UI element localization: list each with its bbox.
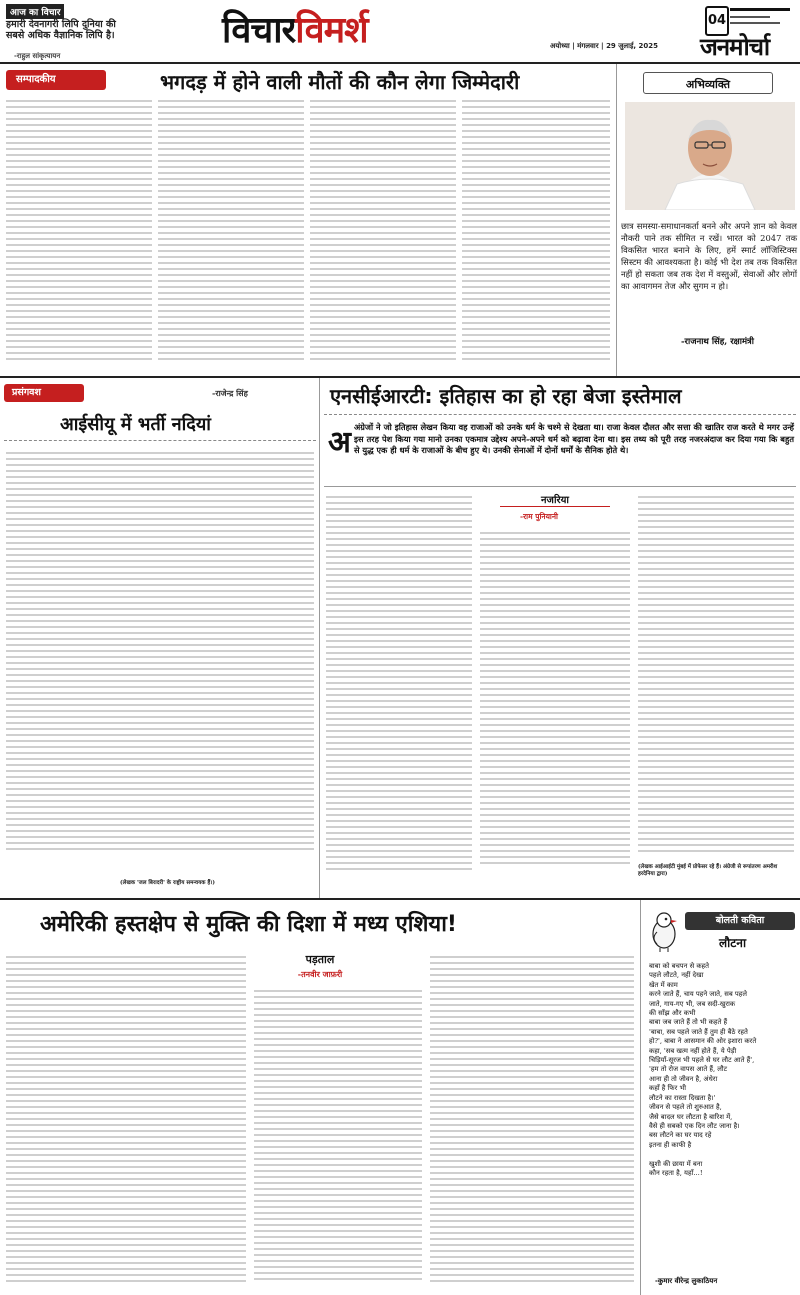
editorial-column-4: [462, 96, 610, 372]
prasangvash-label: प्रसंगवश: [4, 384, 84, 402]
opinion-label: अभिव्यक्ति: [685, 78, 731, 91]
editorial-column-2: [158, 96, 304, 372]
opinion-label-box: [643, 72, 773, 94]
poem-label: बोलती कविता: [685, 912, 795, 930]
page-number: 04: [707, 13, 727, 28]
opinion-quote: छात्र समस्या-समाधानकर्ता बनने और अपने ज्ञान को केवल नौकरी पाने तक सीमित न रखें। भारत को 2047 तक विकसित भारत बनाने के लिए, हमें स्मार्ट लॉजिस्टिक्स सिस्टम की आवश्यकता है। कोई भी देश तब तक विकसित नहीं हो सकता जब तक देश में वस्तुओं, सेवाओं और लोगों का आवागमन तेज और सुगम न हो।: [621, 221, 797, 291]
poem-line: हो?', बाबा ने आसमान की ओर इशारा करते: [649, 1037, 757, 1046]
poem-line: इतना ही काफी है: [649, 1140, 692, 1149]
thought-author: -राहुल सांकृत्यायन: [14, 51, 61, 60]
ncert-section: [320, 378, 800, 898]
poem-line: खेत में काम: [649, 980, 678, 989]
editorial-section: [0, 64, 616, 376]
poem-line: आना ही तो जीवन है, अंधेरा: [649, 1074, 718, 1083]
prasangvash-author: -राजेन्द्र सिंह: [212, 388, 248, 398]
poem-section: [640, 900, 800, 1295]
poem-line: की साँझ और कभी: [649, 1009, 696, 1018]
poem-line: जैसे बादल घर लौटता है बारिश में,: [649, 1112, 733, 1121]
poem-line: कहा, 'सब खत्म नहीं होते हैं, ये पेड़ी: [649, 1046, 737, 1055]
poem-line: चिड़ियाँ-सूरज भी पहले से घर लौट आते हैं',: [649, 1056, 755, 1065]
poem-line: बस लौटने का घर याद रहे: [649, 1131, 712, 1140]
ncert-rule: [324, 414, 796, 415]
poem-line: 'हम तो रोज वापस आते हैं, लौट: [649, 1065, 728, 1074]
poem-line: [649, 1150, 797, 1159]
poem-line: लौटने का रास्ता दिखता है।': [649, 1093, 716, 1102]
masthead: [0, 0, 800, 62]
weekday: मंगलवार: [577, 42, 599, 50]
ncert-drop-cap: अ: [328, 425, 351, 460]
speaker-portrait: [625, 102, 795, 210]
padtal-author: -तनवीर जाफ़री: [297, 969, 343, 979]
padtal-box: [260, 952, 380, 980]
bottom-column-2: [254, 986, 422, 1290]
section-title: [222, 4, 368, 53]
prasangvash-rule: [4, 440, 316, 441]
nazariya-rule: [500, 506, 610, 507]
poem-line: बाबा जब जाते हैं तो भी कहते हैं: [649, 1018, 728, 1027]
poem-body: [649, 962, 797, 1178]
prasangvash-headline: आईसीयू में भर्ती नदियां: [60, 414, 211, 435]
ncert-column-3: [638, 492, 794, 862]
section-title-part2: विमर्श: [295, 10, 368, 51]
prasangvash-byline: (लेखक 'जल बिरादरी' के राष्ट्रीय समन्वयक हैं।): [120, 880, 216, 886]
poem-illustration: [647, 908, 681, 952]
poem-line: वैसे ही सबको एक दिन लौट जाना है।: [649, 1121, 740, 1130]
prasangvash-body: [6, 448, 314, 876]
poem-line: खुशी की छाया में बना: [649, 1159, 703, 1168]
brand-name: जनमोर्चा: [700, 33, 770, 61]
prasangvash-section: [0, 378, 320, 898]
poem-line: कहाँ है फिर भी: [649, 1084, 686, 1093]
bird-icon: [647, 908, 681, 952]
ncert-byline: (लेखक आईआईटी मुंबई में प्रोफेसर रहे हैं। अंग्रेजी से रूपांतरण अमरीश हरदेनिया द्वारा): [638, 864, 778, 877]
poem-line: पहले लौटते, नहीं देखा: [649, 971, 704, 980]
poem-line: बाबा को बचपन से कहते: [649, 962, 710, 970]
poem-line: जाते, गाय-गए भी, जब सदी-खुराक: [649, 999, 736, 1008]
thought-of-day-label: आज का विचार: [6, 4, 64, 19]
ncert-lead: [328, 422, 794, 482]
opinion-author: -राजनाथ सिंह, रक्षामंत्री: [681, 337, 754, 347]
bottom-column-1: [6, 952, 246, 1290]
poem-line: कौन रहता है, यहाँ...!: [649, 1168, 703, 1177]
ncert-lead-rule: [324, 486, 796, 487]
nazariya-label: नजरिया: [540, 495, 570, 506]
ncert-column-2: [480, 528, 630, 872]
poem-author: -कुमार वीरेन्द्र लुकाठियन: [655, 1276, 718, 1285]
poem-title: लौटना: [719, 936, 747, 950]
bottom-column-3: [430, 952, 634, 1290]
brand-logo: [730, 4, 795, 28]
bottom-headline: अमेरिकी हस्तक्षेप से मुक्ति की दिशा में मध्य एशिया!: [40, 912, 457, 937]
bottom-section: [0, 900, 640, 1295]
editorial-column-3: [310, 96, 456, 372]
thought-quote: हमारी देवनागरी लिपि दुनिया की सबसे अधिक वैज्ञानिक लिपि है।: [6, 19, 116, 41]
poem-line: जीवन से पहले तो शुरुआत है,: [649, 1103, 722, 1112]
opinion-box: [616, 64, 800, 376]
ncert-column-1: [326, 492, 472, 872]
ncert-lead-text: अंग्रेजों ने जो इतिहास लेखन किया वह राजाओं को उनके धर्म के चश्मे से देखता था। राजा केवल दौलत और सत्ता की खातिर राज करते थे मगर उन्हें इस तरह पेश किया गया मानो उनका एकमात्र उद्देश्य अपने-अपने धर्म को बढ़ावा देना था। इस तथ्य को पूरी तरह नजरअंदाज कर दिया गया कि बहुत से युद्ध एक ही धर्म के राजाओं के बीच हुए थे। उनकी सेनाओं में दोनों धर्मों के सैनिक होते थे।: [354, 422, 794, 455]
editorial-label: सम्पादकीय: [6, 70, 106, 90]
editorial-headline: भगदड़ में होने वाली मौतों की कौन लेगा जिम्मेदारी: [160, 70, 520, 94]
date: 29 जुलाई, 2025: [606, 42, 659, 50]
city: अयोध्या: [550, 42, 570, 50]
editorial-column-1: [6, 96, 152, 372]
poem-line: करने जाते हैं, चाय पहने जाते, सब पहले: [649, 990, 747, 999]
section-title-part1: विचार: [222, 10, 296, 51]
dateline: अयोध्या | मंगलवार | 29 जुलाई, 2025: [550, 42, 659, 50]
ncert-headline: एनसीईआरटी: इतिहास का हो रहा बेजा इस्तेमाल: [330, 384, 682, 408]
brand-emblem-icon: [730, 4, 795, 28]
padtal-label: पड़ताल: [305, 953, 335, 966]
ncert-author: -राम पुनियानी: [520, 512, 558, 521]
poem-line: 'बाबा, सब पहले जाते हैं तुम ही बैठे रहते: [649, 1027, 748, 1036]
portrait-image: [625, 102, 795, 210]
